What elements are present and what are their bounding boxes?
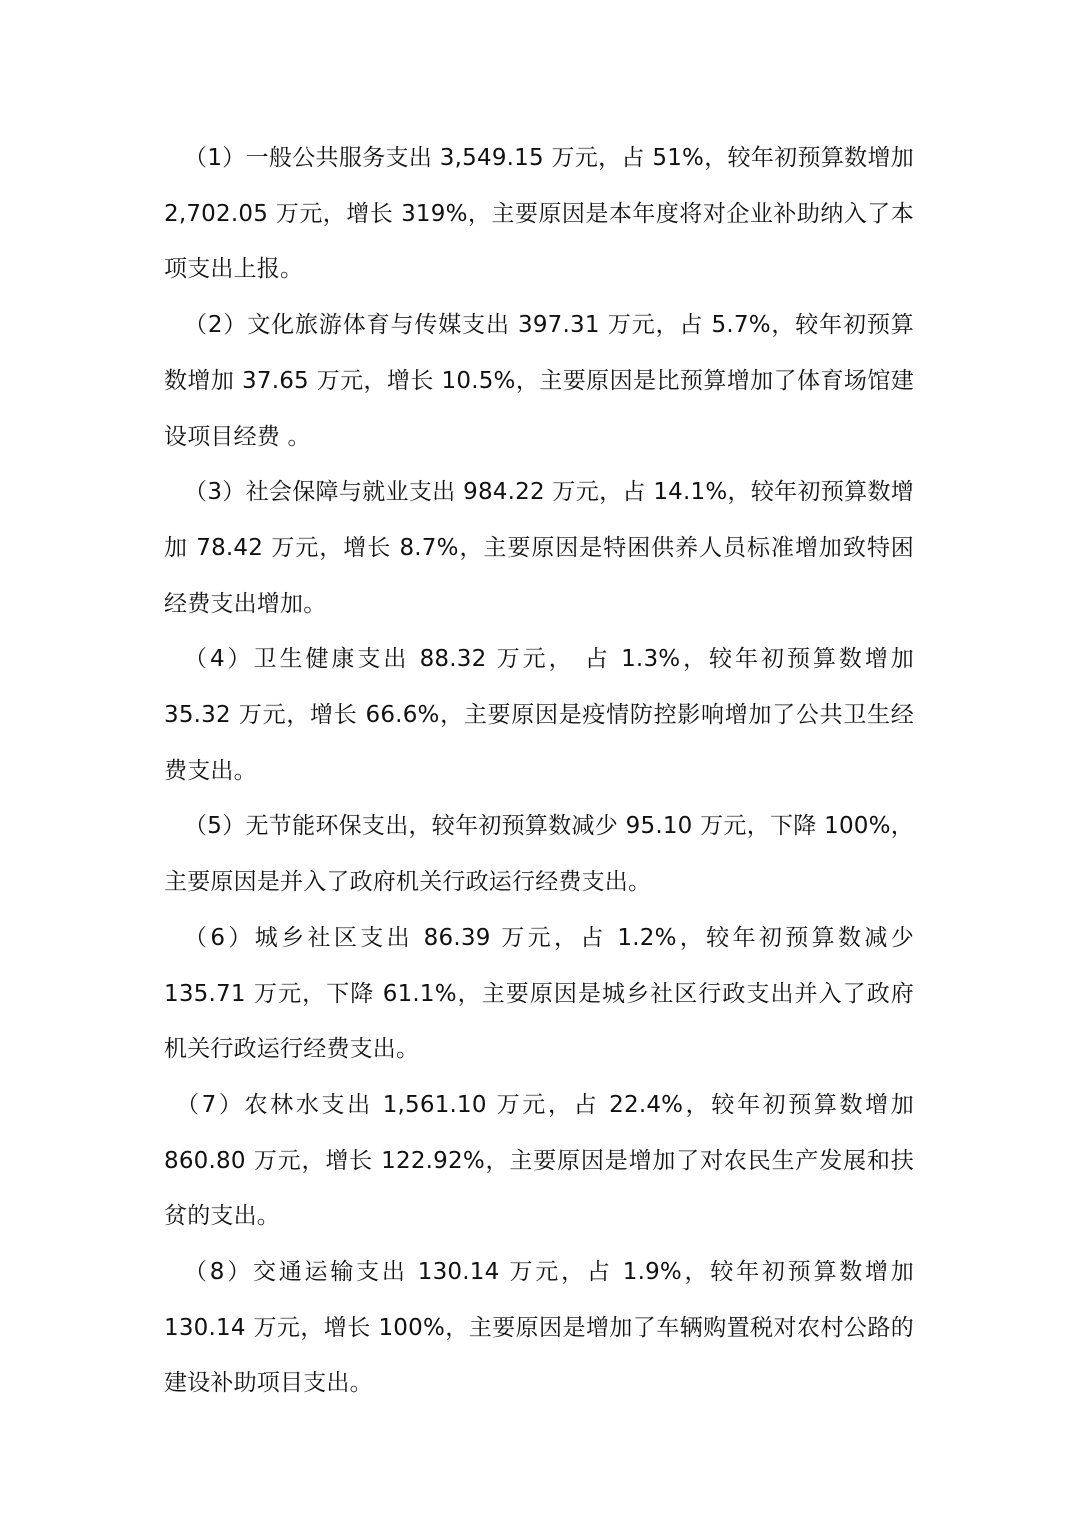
document-body	[164, 131, 914, 1412]
paragraph-7: （7）农林水支出 1,561.10 万元，占 22.4%，较年初预算数增加 860.80 万元，增长 122.92%，主要原因是增加了对农民生产发展和扶贫的支出。	[164, 1091, 914, 1230]
paragraph-3: （3）社会保障与就业支出 984.22 万元，占 14.1%，较年初预算数增加 78.42 万元，增长 8.7%，主要原因是特困供养人员标准增加致特困经费支出增加。	[164, 479, 914, 617]
paragraph-8: （8）交通运输支出 130.14 万元，占 1.9%，较年初预算数增加 130.14 万元，增长 100%，主要原因是增加了车辆购置税对农村公路的建设补助项目支出。	[164, 1259, 914, 1397]
paragraph-6: （6）城乡社区支出 86.39 万元，占 1.2%，较年初预算数减少 135.71 万元，下降 61.1%，主要原因是城乡社区行政支出并入了政府机关行政运行经费支出。	[164, 924, 914, 1063]
paragraph-2: （2）文化旅游体育与传媒支出 397.31 万元，占 5.7%，较年初预算数增加 37.65 万元，增长 10.5%，主要原因是比预算增加了体育场馆建设项目经费 。	[164, 312, 914, 450]
paragraph-5: （5）无节能环保支出，较年初预算数减少 95.10 万元，下降 100%，主要原因是并入了政府机关行政运行经费支出。	[164, 813, 914, 896]
paragraph-4: （4）卫生健康支出 88.32 万元， 占 1.3%，较年初预算数增加 35.32 万元，增长 66.6%，主要原因是疫情防控影响增加了公共卫生经费支出。	[164, 646, 914, 784]
paragraph-1: （1）一般公共服务支出 3,549.15 万元，占 51%，较年初预算数增加 2,702.05 万元，增长 319%，主要原因是本年度将对企业补助纳入了本项支出上报。	[164, 145, 914, 283]
